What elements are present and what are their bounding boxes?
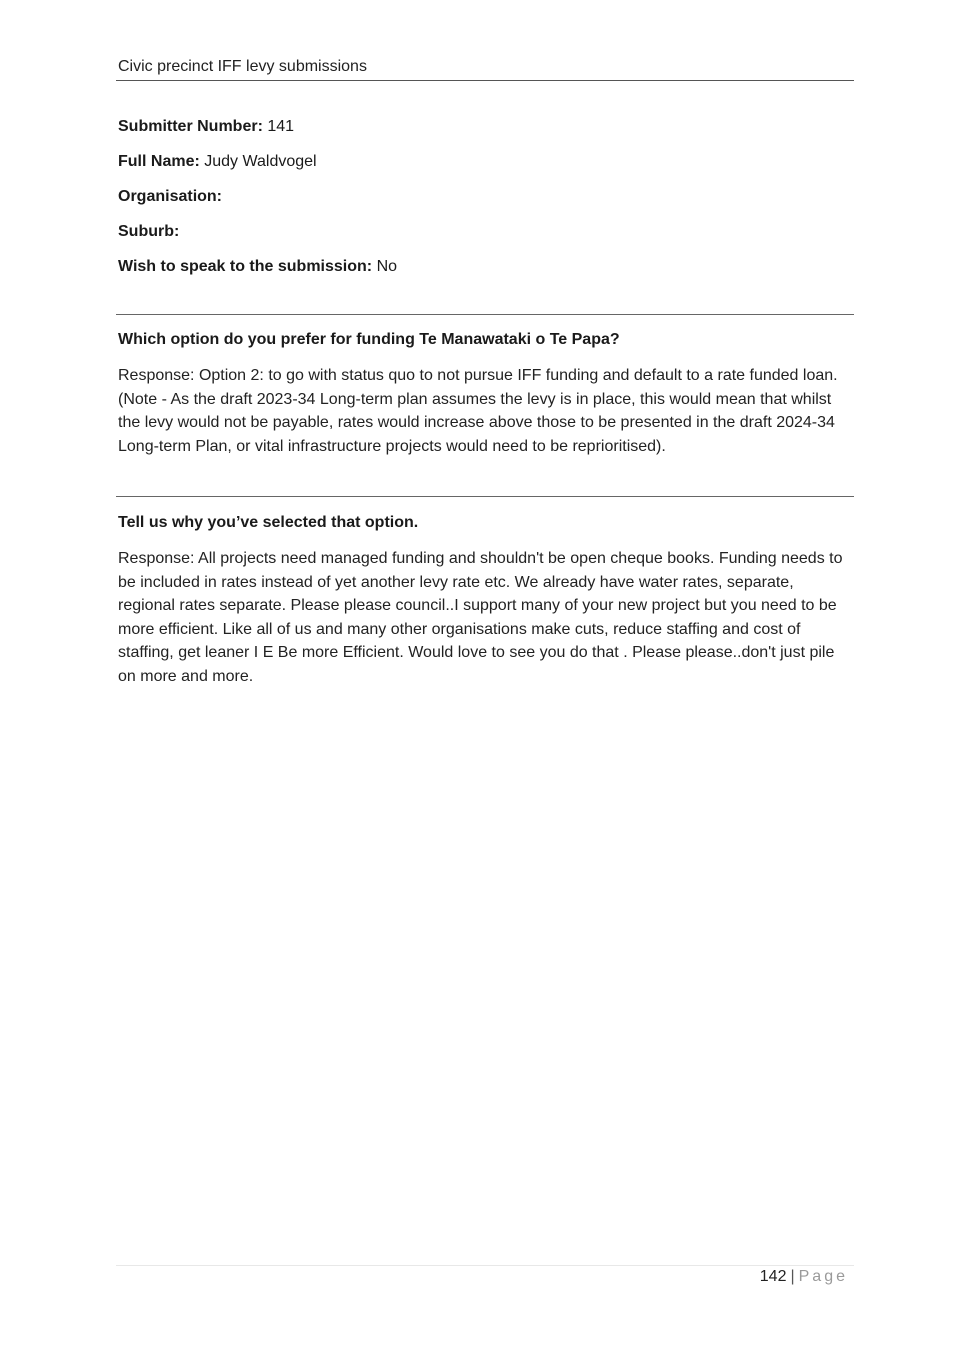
response-text: Response: All projects need managed funding and shouldn't be open cheque books. Funding needs to be included in rates instead of yet another levy rate etc. We already have water rates, separate, regional rates separate. Please please council..I support many of your new project but you need to be more efficient. Like all of us and many other organisations make cuts, reduce staffing and cost of staffing, get leaner I E Be more Efficient. Would love to see you do that . Please please..don't just pile on more and more. (118, 550, 843, 685)
page-footer (760, 1268, 848, 1286)
section-divider (116, 314, 854, 315)
suburb-field (118, 222, 848, 257)
full-name-field (118, 152, 848, 187)
submitter-number-field (118, 117, 848, 152)
section-divider (116, 496, 854, 497)
speak-value: No (376, 258, 398, 275)
footer-divider (116, 1265, 854, 1266)
page-label: Page (798, 1268, 848, 1285)
speak-field (118, 257, 848, 292)
full-name-value: Judy Waldvogel (204, 153, 317, 170)
organisation-field (118, 187, 848, 222)
page-separator: | (790, 1268, 795, 1285)
running-header: Civic precinct IFF levy submissions (118, 58, 367, 75)
suburb-label: Suburb: (118, 223, 180, 240)
full-name-label: Full Name: (118, 153, 200, 170)
speak-label: Wish to speak to the submission: (118, 258, 373, 275)
document-page (116, 0, 854, 1368)
response-text: Response: Option 2: to go with status quo to not pursue IFF funding and default to a rate funded loan. (Note - As the draft 2023-34 Long-term plan assumes the levy is in place, this would mean that whilst the levy would not be payable, rates would increase above those to be presented in the draft 2024-34 Long-term Plan, or vital infrastructure projects would need to be reprioritised). (118, 367, 838, 455)
question-heading: Which option do you prefer for funding Te Manawataki o Te Papa? (118, 331, 620, 348)
header-divider (116, 80, 854, 81)
submitter-number-label: Submitter Number: (118, 118, 263, 135)
question-heading: Tell us why you’ve selected that option. (118, 514, 419, 531)
page-number: 142 (759, 1268, 787, 1285)
submitter-details (118, 117, 848, 292)
submitter-number-value: 141 (267, 118, 295, 135)
organisation-label: Organisation: (118, 188, 223, 205)
